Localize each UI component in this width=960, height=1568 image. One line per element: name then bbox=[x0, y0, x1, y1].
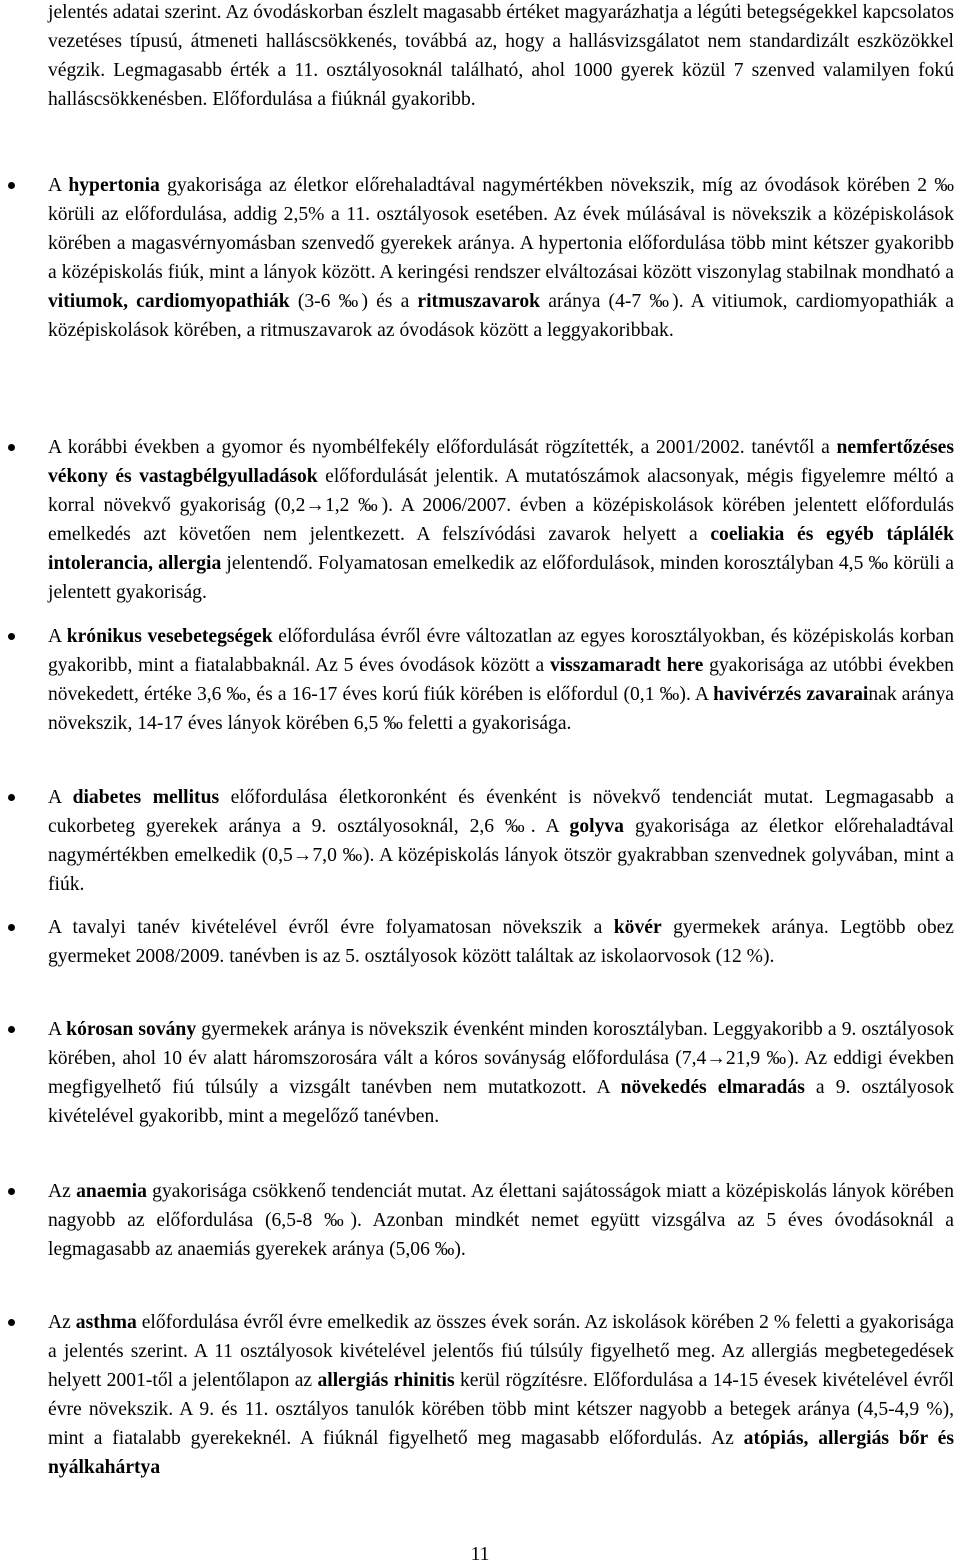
item-text: A bbox=[48, 175, 69, 196]
bullet-icon bbox=[4, 171, 18, 200]
intro-text: jelentés adatai szerint. Az óvodáskorban észlelt magasabb értéket magyarázhatja a légúti betegségekkel kapcsolatos vezetéses típusú, átmeneti halláscsökkenés, továbbá az, hogy a hallásvizsgálatot nem standardizált eszközökkel végzik. Legmagasabb érték a 11. osztályosoknál található, ahol 1000 gyerek közül 7 szenved valamilyen fokú halláscsökkenésben. Előfordulása a fiúknál gyakoribb. bbox=[48, 2, 954, 110]
item-text: A bbox=[48, 1019, 67, 1040]
list-item-anaemia bbox=[48, 1177, 954, 1264]
bullet-icon bbox=[4, 1308, 18, 1337]
item-text: előfordulása évről évre változatlan az egyes korosztályokban, és középiskolás korban gyakoribb, mint a fiatalabbaknál. Az 5 éves óvodások között a bbox=[48, 626, 954, 676]
bullet-icon bbox=[4, 783, 18, 812]
item-text: gyakorisága csökkenő tendenciát mutat. Az élettani sajátosságok miatt a középiskolás lányok körében nagyobb az előfordulása (6,5-8 ‰). Azonban mindkét nemet együtt vizsgálva az 5 éves óvodásoknál a legmagasabb az anaemiás gyerekek aránya (5,06 ‰). bbox=[48, 1181, 954, 1260]
bold-term: visszamaradt here bbox=[549, 655, 704, 676]
item-text: Az bbox=[48, 1181, 77, 1202]
item-text: előfordulását jelentik. A mutatószámok alacsonyak, mégis figyelemre méltó a korral növekvő gyakoriság (0,2→1,2 ‰). A 2006/2007. évben a középiskolások körében jelentett előfordulás emelkedés azt követően nem jelentkezett. A felszívódási zavarok helyett a bbox=[48, 466, 954, 545]
bold-term: allergiás rhinitis bbox=[317, 1370, 455, 1391]
bold-term: coeliakia és egyéb táplálék intolerancia, allergia bbox=[48, 524, 954, 574]
item-text: A bbox=[48, 787, 73, 808]
list-item-hypertonia bbox=[48, 171, 954, 345]
item-text: (3-6 ‰) és a bbox=[289, 291, 418, 312]
item-text: Az bbox=[48, 1312, 76, 1333]
bullet-icon bbox=[4, 1177, 18, 1206]
bold-term: anaemia bbox=[76, 1181, 147, 1202]
list-item-kidney bbox=[48, 622, 954, 738]
item-text: aránya (4-7 ‰). A vitiumok, cardiomyopathiák a középiskolások körében, a ritmuszavarok az óvodások között a leggyakoribbak. bbox=[48, 291, 954, 341]
list-item-gastro bbox=[48, 433, 954, 607]
item-text: jelentendő. Folyamatosan emelkedik az előfordulások, minden korosztályban 4,5 ‰ körüli a jelentett gyakoriság. bbox=[48, 553, 954, 603]
item-text: A korábbi években a gyomor és nyombélfekély előfordulását rögzítették, a 2001/2002. tanévtől a bbox=[48, 437, 837, 458]
intro-paragraph bbox=[48, 0, 954, 114]
bold-term: havivérzés zavarai bbox=[713, 684, 869, 705]
item-text: a 9. osztályosok kivételével gyakoribb, mint a megelőző tanévben. bbox=[48, 1077, 954, 1127]
item-text: A bbox=[48, 626, 67, 647]
item-text: nak aránya növekszik, 14-17 éves lányok körében 6,5 ‰ feletti a gyakorisága. bbox=[48, 684, 954, 734]
item-text: előfordulása évről évre emelkedik az összes évek során. Az iskolások körében 2 % feletti a gyakorisága a jelentés szerint. A 11 osztályosok kivételével jelentős fiú túlsúly figyelhető meg. Az allergiás megbetegedések helyett 2001-től a jelentőlapon az bbox=[48, 1312, 955, 1391]
bullet-icon bbox=[4, 433, 18, 462]
bold-term: kórosan sovány bbox=[66, 1019, 197, 1040]
item-text: gyermekek aránya is növekszik évenként minden korosztályban. Leggyakoribb a 9. osztályosok körében, ahol 10 év alatt háromszorosára vált a kóros soványság előfordulása (7,4→21,9 ‰). Az eddigi években megfigyelhető fiú túlsúly a vizsgált tanévben nem mutatkozott. A bbox=[48, 1019, 954, 1098]
item-text: kerül rögzítésre. Előfordulása a 14-15 évesek kivételével évről évre növekszik. A 9. és 11. osztályos tanulók körében több mint kétszer nagyobb a betegek aránya (4,5-4,9 %), mint a fiatalabb gyerekeknél. A fiúknál figyelhető meg magasabb előfordulás. Az bbox=[48, 1370, 954, 1449]
bold-term: asthma bbox=[75, 1312, 137, 1333]
bold-term: növekedés elmaradás bbox=[620, 1077, 805, 1098]
list-item-diabetes bbox=[48, 783, 954, 899]
bold-term: hypertonia bbox=[68, 175, 160, 196]
item-text: gyermekek aránya. Legtöbb obez gyermeket 2008/2009. tanévben is az 5. osztályosok között találtak az iskolaorvosok (12 %). bbox=[48, 917, 955, 967]
bold-term: vitiumok, cardiomyopathiák bbox=[48, 291, 290, 312]
bold-term: diabetes mellitus bbox=[72, 787, 220, 808]
bold-term: kövér bbox=[613, 917, 662, 938]
list-item-underweight bbox=[48, 1015, 954, 1131]
bullet-icon bbox=[4, 913, 18, 942]
item-text: gyakorisága az életkor előrehaladtával nagymértékben növekszik, míg az óvodások körében 2 ‰ körüli az előfordulása, addig 2,5% a 11. osztályosok esetében. Az évek múlásával is növekszik a középiskolások körében a magasvérnyomásban szenvedő gyerekek aránya. A hypertonia előfordulása több mint kétszer gyakoribb a középiskolás fiúk, mint a lányok között. A keringési rendszer elváltozásai között viszonylag stabilnak mondható a bbox=[48, 175, 954, 283]
bold-term: krónikus vesebetegségek bbox=[66, 626, 273, 647]
item-text: előfordulása életkoronként és évenként is növekvő tendenciát mutat. Legmagasabb a cukorbeteg gyerekek aránya a 9. osztályosoknál, 2,6 ‰. A bbox=[48, 787, 954, 837]
page-number: 11 bbox=[470, 1544, 490, 1565]
bold-term: ritmuszavarok bbox=[417, 291, 541, 312]
bold-term: golyva bbox=[569, 816, 624, 837]
bullet-icon bbox=[4, 622, 18, 651]
list-item-asthma bbox=[48, 1308, 954, 1482]
item-text: gyakorisága az utóbbi években növekedett, értéke 3,6 ‰, és a 16-17 éves korú fiúk körében is előfordul (0,1 ‰). A bbox=[48, 655, 954, 705]
item-text: gyakorisága az életkor előrehaladtával nagymértékben emelkedik (0,5→7,0 ‰). A középiskolás lányok ötször gyakrabban szenvednek golyvában, mint a fiúk. bbox=[48, 816, 954, 895]
list-item-obesity bbox=[48, 913, 954, 971]
bold-term: nemfertőzéses vékony és vastagbélgyulladások bbox=[48, 437, 954, 487]
bullet-icon bbox=[4, 1015, 18, 1044]
bold-term: atópiás, allergiás bőr és nyálkahártya bbox=[48, 1428, 954, 1478]
item-text: A tavalyi tanév kivételével évről évre folyamatosan növekszik a bbox=[48, 917, 614, 938]
